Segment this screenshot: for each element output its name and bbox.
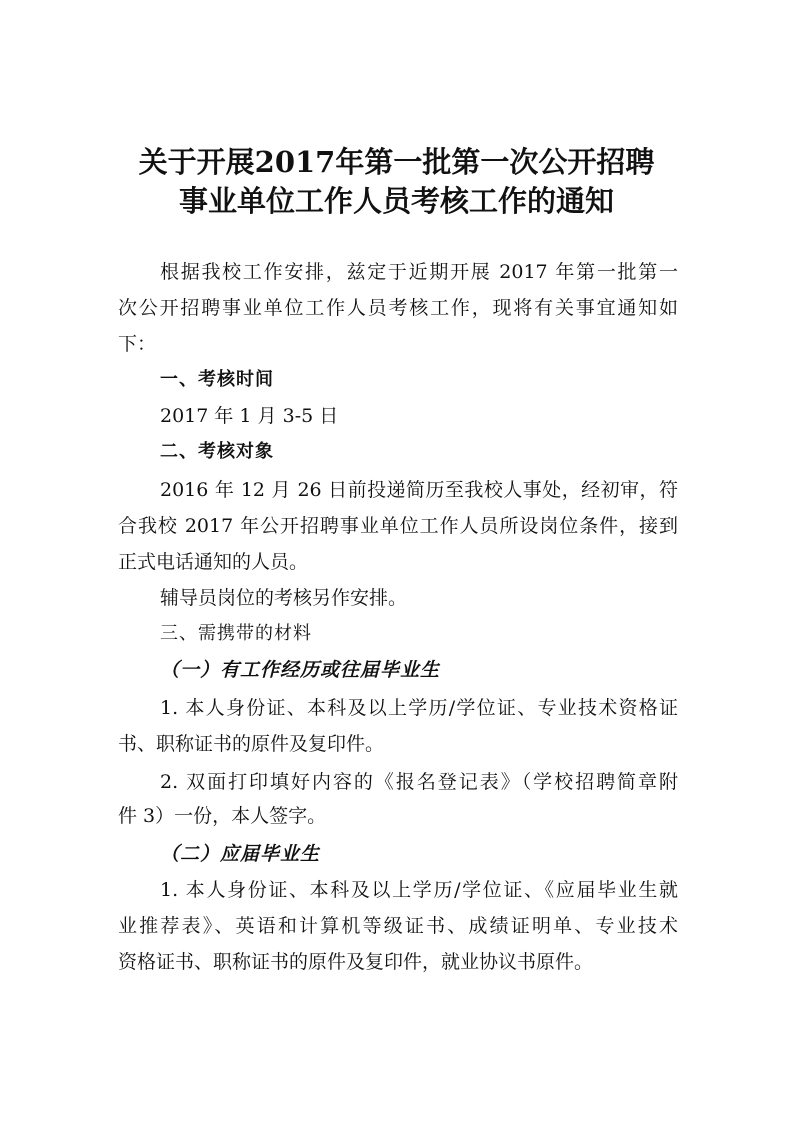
sub-1-item-2-line-1: 2. 双面打印填好内容的《报名登记表》（学校招聘简章附 [160, 771, 678, 793]
sub-2-item-1-line-1: 1. 本人身份证、本科及以上学历/学位证、《应届毕业生就 [160, 879, 678, 901]
section-2-line-1: 2016 年 12 月 26 日前投递简历至我校人事处，经初审，符 [160, 479, 678, 501]
sub-2-item-1-line-3: 资格证书、职称证书的原件及复印件，就业协议书原件。 [118, 951, 594, 973]
sub-2-item-1-line-2: 业推荐表》、英语和计算机等级证书、成绩证明单、专业技术 [118, 915, 678, 937]
section-3-heading: 三、需携带的材料 [160, 623, 312, 644]
section-3-sub-1-heading: （一）有工作经历或往届毕业生 [160, 659, 441, 681]
sub-1-item-1-line-2: 书、职称证书的原件及复印件。 [118, 733, 385, 755]
section-1-text: 2017 年 1 月 3-5 日 [160, 405, 339, 427]
section-2-heading: 二、考核对象 [160, 441, 274, 462]
section-2-note: 辅导员岗位的考核另作安排。 [160, 587, 408, 609]
sub-1-item-2-line-2: 件 3）一份，本人签字。 [118, 805, 327, 827]
section-1-heading: 一、考核时间 [160, 369, 274, 390]
section-3-sub-2-heading: （二）应届毕业生 [160, 843, 321, 865]
document-title-line-2: 事业单位工作人员考核工作的通知 [178, 184, 614, 218]
sub-1-item-1-line-1: 1. 本人身份证、本科及以上学历/学位证、专业技术资格证 [160, 697, 678, 719]
intro-line-3: 下： [118, 333, 157, 355]
intro-line-1: 根据我校工作安排，兹定于近期开展 2017 年第一批第一 [160, 261, 678, 283]
document-title-line-1: 关于开展2017年第一批第一次公开招聘 [138, 145, 655, 179]
section-2-line-3: 正式电话通知的人员。 [118, 551, 309, 573]
section-2-line-2: 合我校 2017 年公开招聘事业单位工作人员所设岗位条件，接到 [118, 515, 678, 537]
intro-line-2: 次公开招聘事业单位工作人员考核工作，现将有关事宜通知如 [118, 297, 678, 319]
